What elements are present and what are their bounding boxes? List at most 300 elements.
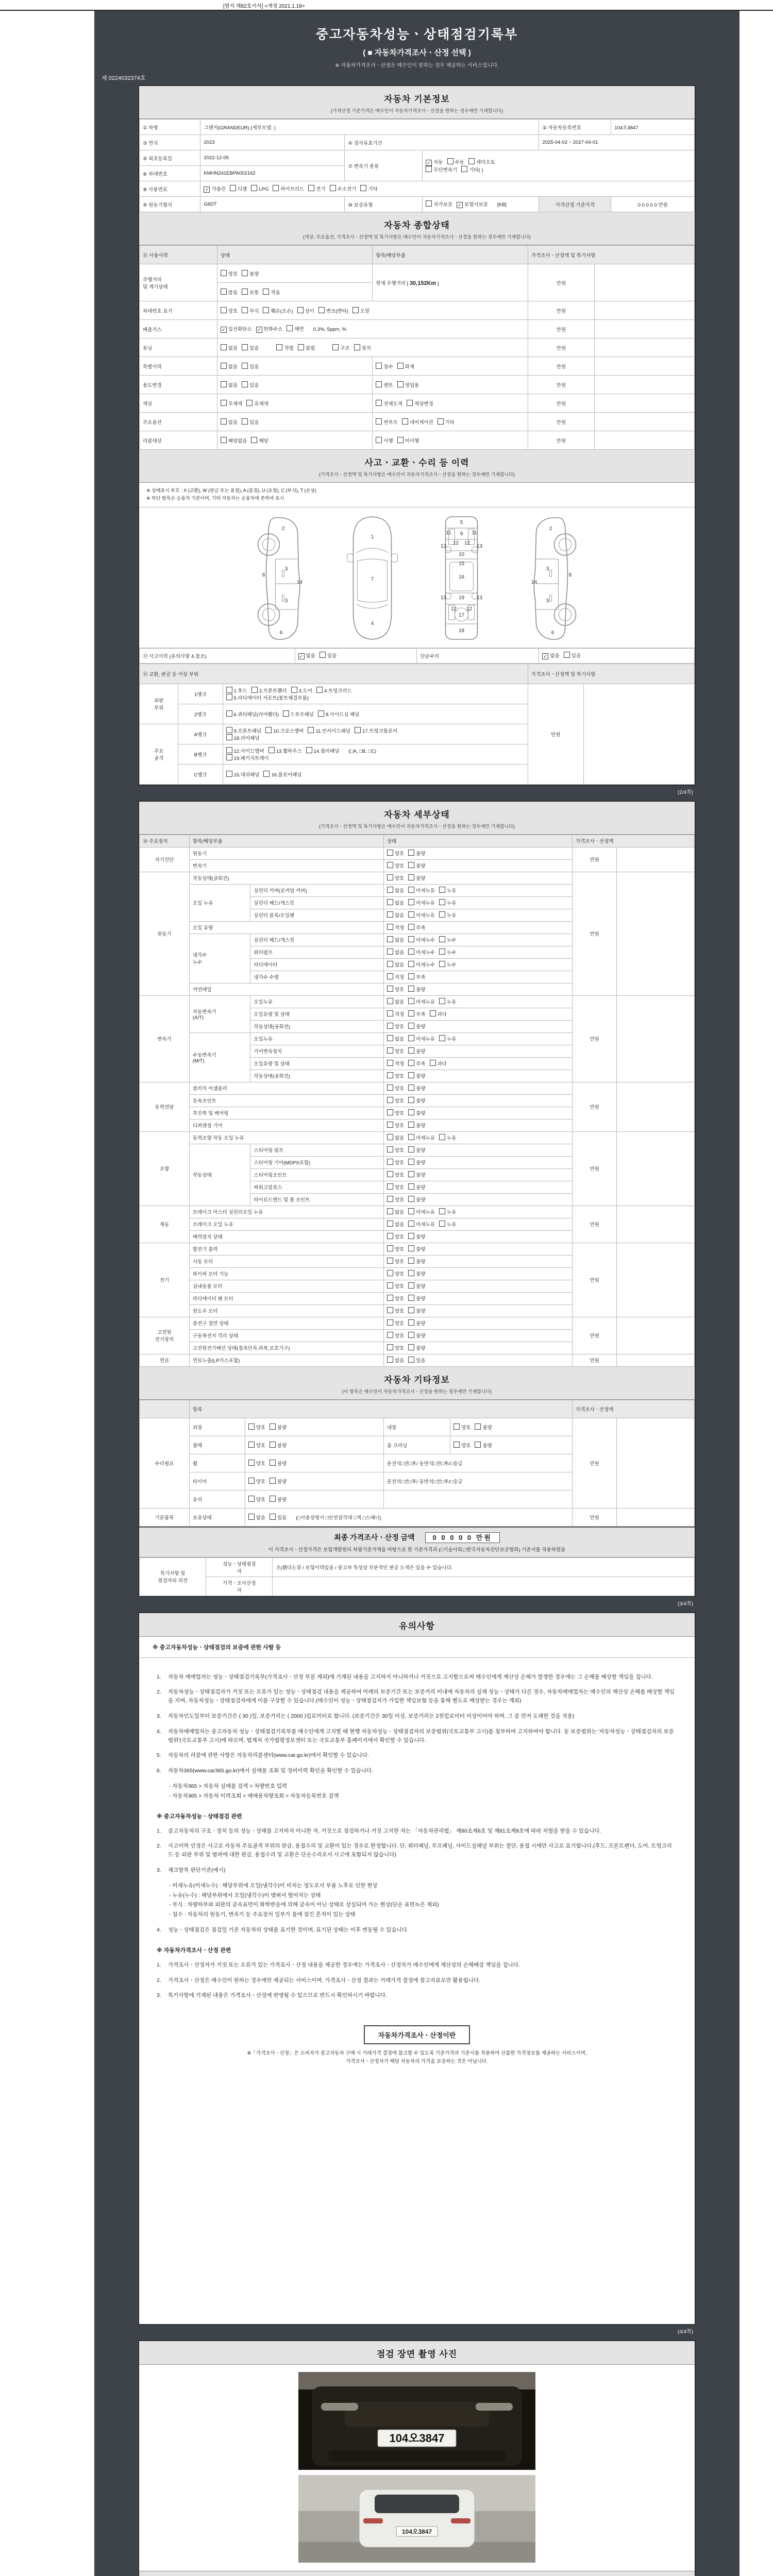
checkbox-양호[interactable]: 양호: [387, 1332, 404, 1339]
checkbox-양호[interactable]: 양호: [387, 1171, 404, 1178]
checkbox-전체도색[interactable]: 전체도색: [376, 400, 402, 407]
checkbox-양호[interactable]: 양호: [387, 1258, 404, 1265]
checkbox-양호[interactable]: 양호: [453, 1423, 470, 1431]
checkbox-18.리어패널[interactable]: 18.리어패널: [226, 734, 260, 741]
checkbox-box: [387, 1245, 393, 1251]
checkbox-양호[interactable]: 양호: [248, 1478, 265, 1485]
checkbox-없음[interactable]: 없음: [387, 1357, 404, 1364]
checkbox-box: [408, 1072, 414, 1078]
panel-number-14: 14: [531, 579, 537, 585]
checkbox-누유[interactable]: 누유: [439, 1221, 456, 1228]
checkbox-1.후드[interactable]: 1.후드: [226, 687, 247, 694]
checkbox-불량[interactable]: 불량: [408, 1171, 425, 1178]
checkbox-box: [263, 289, 269, 295]
checkbox-상이[interactable]: 상이: [297, 307, 314, 314]
checkbox-불량[interactable]: 불량: [408, 1146, 425, 1154]
checkbox-box: [430, 1010, 436, 1016]
panel-number-6: 6: [551, 630, 554, 636]
checkbox-양호[interactable]: 양호: [387, 1196, 404, 1203]
checkbox-불량[interactable]: 불량: [475, 1442, 492, 1449]
checkbox-box: [387, 1171, 393, 1177]
checkbox-불량[interactable]: 불량: [242, 270, 259, 277]
checkbox-9.프론트패널[interactable]: 9.프론트패널: [226, 727, 262, 734]
checkbox-3.도어[interactable]: 3.도어: [291, 687, 312, 694]
final-price-band: [139, 1527, 695, 1557]
checkbox-없음[interactable]: 없음: [387, 998, 404, 1005]
checkbox-box: [248, 1478, 255, 1484]
checkbox-box: [387, 1109, 393, 1115]
notice-group-heading: ※ 중고자동차성능ㆍ상태점검 관련: [157, 1813, 242, 1820]
checkbox-box: [408, 1122, 414, 1128]
notice-item: [157, 1688, 677, 1705]
table-cell: 냉각수 수량: [250, 971, 383, 983]
checkbox-누유[interactable]: 누유: [439, 1208, 456, 1215]
checkbox-17.트렁크플로어[interactable]: 17.트렁크플로어: [355, 727, 397, 734]
table-cell: A랭크: [178, 724, 223, 744]
checkbox-불량[interactable]: 불량: [408, 1344, 425, 1351]
checkbox-box: [408, 850, 414, 856]
checkbox-6.쿼터패널(리어휀더)[interactable]: 6.쿼터패널(리어휀더): [226, 710, 279, 718]
table-cell: [383, 1168, 572, 1181]
table-cell: 구동축전지 격리 상태: [189, 1329, 383, 1342]
checkbox-불량[interactable]: 불량: [408, 862, 425, 869]
table-cell: [383, 859, 572, 872]
checkbox-누수[interactable]: 누수: [439, 961, 456, 968]
panel-number-12: 12: [450, 606, 457, 612]
table-cell: ⑩ 보증유형: [345, 197, 423, 212]
checkbox-누유[interactable]: 누유: [439, 911, 456, 919]
checkbox-하이브리드[interactable]: 하이브리드: [273, 185, 304, 192]
checkbox-부족[interactable]: 부족: [408, 924, 425, 931]
checkbox-미세누유[interactable]: 미세누유: [408, 998, 435, 1005]
table-cell: 오일누유: [250, 1032, 383, 1045]
state-mark-legend: ※ 상태표시 부호 : X (교환), W (판금 또는 용접), A (흠집), U (요철), C (부식), T (손상): [146, 488, 316, 493]
section-photos: [139, 2341, 695, 2365]
table-cell: [383, 1490, 572, 1508]
checkbox-미세누유[interactable]: 미세누유: [408, 887, 435, 894]
checkbox-화재[interactable]: 화재: [397, 363, 414, 370]
checkbox-이행[interactable]: 이행: [376, 437, 393, 444]
checkbox-10.크로스멤버[interactable]: 10.크로스멤버: [265, 727, 304, 734]
table-cell: 충전구 절연 상태: [189, 1317, 383, 1329]
checkbox-box: [387, 1344, 393, 1350]
checkbox-box: [354, 344, 360, 350]
table-row: [140, 847, 695, 859]
table-cell: [383, 1107, 572, 1119]
checkbox-양호[interactable]: 양호: [387, 1319, 404, 1327]
checkbox-매연[interactable]: 매연: [287, 325, 304, 332]
checkbox-부식[interactable]: 부식: [242, 307, 259, 314]
checkbox-수동[interactable]: 수동: [447, 158, 464, 165]
table-cell: [383, 1218, 572, 1230]
checkbox-변조(변타)[interactable]: 변조(변타): [318, 307, 348, 314]
checkbox-해당없음[interactable]: 해당없음: [221, 437, 247, 444]
checkbox-box: [221, 307, 227, 313]
checkbox-불량[interactable]: 불량: [408, 1122, 425, 1129]
checkbox-미세누유[interactable]: 미세누유: [408, 1035, 435, 1042]
checkbox-양호[interactable]: 양호: [387, 1270, 404, 1277]
checkbox-양호[interactable]: 양호: [221, 307, 238, 314]
checkbox-불량[interactable]: 불량: [408, 1270, 425, 1277]
checkbox-불량[interactable]: 불량: [408, 874, 425, 882]
checkbox-세미오토[interactable]: 세미오토: [468, 158, 495, 165]
checkbox-불량[interactable]: 불량: [408, 1319, 425, 1327]
checkbox-없음[interactable]: 없음: [387, 899, 404, 906]
table-cell: 리콜대상: [140, 431, 217, 450]
checkbox-없음[interactable]: 없음: [221, 363, 238, 370]
table-cell: ⑦ 변속기 종류: [345, 150, 423, 181]
checkbox-미세누수[interactable]: 미세누수: [408, 948, 435, 956]
checkbox-없음[interactable]: 없음: [387, 911, 404, 919]
checkbox-없음[interactable]: 없음: [387, 936, 404, 943]
checkbox-적법[interactable]: 적법: [276, 344, 293, 351]
table-row: [140, 1354, 695, 1366]
checkbox-불법[interactable]: 불법: [298, 344, 315, 351]
checkbox-box: [408, 1146, 414, 1153]
checkbox-2.프론트휀더[interactable]: 2.프론트휀더: [251, 687, 287, 694]
checkbox-양호[interactable]: 양호: [387, 1084, 404, 1092]
table-cell: [383, 1181, 572, 1193]
checkbox-불량[interactable]: 불량: [270, 1423, 287, 1431]
checkbox-불량[interactable]: 불량: [408, 1109, 425, 1116]
checkbox-양호[interactable]: 양호: [387, 1233, 404, 1240]
checkbox-불량[interactable]: 불량: [408, 1097, 425, 1104]
notice-group-heading: ※ 자동차가격조사ㆍ산정 관련: [157, 1947, 231, 1954]
checkbox-LPG[interactable]: LPG: [251, 185, 268, 192]
notice-item: [157, 1751, 677, 1760]
checkbox-box: [387, 1134, 393, 1140]
checkbox-양호[interactable]: 양호: [248, 1442, 265, 1449]
checkbox-불량[interactable]: 불량: [408, 1023, 425, 1030]
checkbox-양호[interactable]: 양호: [387, 1072, 404, 1079]
checkbox-양호[interactable]: 양호: [387, 874, 404, 882]
table-cell: 유리: [189, 1490, 245, 1508]
checkbox-불량[interactable]: 불량: [270, 1496, 287, 1503]
checkbox-있음[interactable]: 있음: [242, 381, 259, 388]
panel-number-8: 8: [262, 572, 265, 578]
checkbox-양호[interactable]: 양호: [453, 1442, 470, 1449]
checkbox-없음[interactable]: 없음: [221, 381, 238, 388]
checkbox-양호[interactable]: 양호: [387, 1109, 404, 1116]
checkbox-양호[interactable]: 양호: [387, 1122, 404, 1129]
checkbox-없음[interactable]: ✓ 없음: [298, 652, 315, 659]
table-cell: 원동기: [189, 847, 383, 859]
checkbox-무단변속기[interactable]: 무단변속기: [426, 166, 457, 173]
license-plate-text: 104오3847: [389, 2431, 445, 2445]
checkbox-보통[interactable]: 보통: [242, 289, 259, 296]
checkbox-box: [387, 1146, 393, 1153]
checkbox-양호[interactable]: 양호: [221, 270, 238, 277]
checkbox-없음[interactable]: 없음: [221, 344, 238, 351]
checkbox-불량[interactable]: 불량: [408, 1332, 425, 1339]
panel-number-1: 1: [371, 534, 374, 540]
checkbox-불량[interactable]: 불량: [408, 1245, 425, 1252]
checkbox-불량[interactable]: 불량: [408, 1072, 425, 1079]
section-title: 점검 장면 촬영 사진: [376, 2349, 458, 2359]
checkbox-15.대쉬패널[interactable]: 15.대쉬패널: [226, 771, 260, 778]
checkbox-미세누유[interactable]: 미세누유: [408, 1134, 435, 1141]
checkbox-침수[interactable]: 침수: [376, 363, 393, 370]
checkbox-양호[interactable]: 양호: [387, 862, 404, 869]
checkbox-box: [221, 381, 227, 387]
checkbox-있음[interactable]: 있음: [408, 1357, 425, 1364]
checkbox-없음[interactable]: 없음: [387, 1221, 404, 1228]
checkbox-불량[interactable]: 불량: [408, 1295, 425, 1302]
checkbox-19.패키지트레이[interactable]: 19.패키지트레이: [226, 754, 269, 761]
checkbox-부족[interactable]: 부족: [408, 1060, 425, 1067]
checkbox-색상변경[interactable]: 색상변경: [407, 400, 433, 407]
checkbox-box: [408, 998, 414, 1004]
checkbox-있음[interactable]: 있음: [320, 652, 337, 659]
checkbox-자가보증[interactable]: 자가보증: [426, 200, 452, 208]
checkbox-box: [387, 1035, 393, 1041]
checkbox-4.트렁크리드[interactable]: 4.트렁크리드: [316, 687, 352, 694]
checkbox-디젤[interactable]: 디젤: [230, 185, 247, 192]
checkbox-box: [387, 1023, 393, 1029]
checkbox-과다[interactable]: 과다: [430, 1010, 447, 1018]
checkbox-없음[interactable]: 없음: [387, 948, 404, 956]
checkbox-불량[interactable]: 불량: [408, 1233, 425, 1240]
checkbox-8.사이드실 패널[interactable]: 8.사이드실 패널: [318, 710, 360, 718]
inspection-photo-rear: [298, 2475, 535, 2563]
checkbox-기타[interactable]: 기타: [438, 418, 455, 426]
checkbox-양호[interactable]: 양호: [248, 1496, 265, 1503]
table-cell: 항목/해당부품: [189, 835, 383, 847]
table-cell: [217, 431, 373, 450]
checkbox-불량[interactable]: 불량: [408, 986, 425, 993]
checkbox-네비게이션[interactable]: 네비게이션: [402, 418, 433, 426]
checkbox-장치[interactable]: 장치: [354, 344, 371, 351]
notice-item: [157, 1827, 677, 1836]
table-cell: 조향: [140, 1131, 190, 1206]
checkbox-부족[interactable]: 부족: [408, 1010, 425, 1018]
checkbox-누유[interactable]: 누유: [439, 1134, 456, 1141]
checkbox-불량[interactable]: 불량: [408, 850, 425, 857]
checkbox-훼손(오손)[interactable]: 훼손(오손): [263, 307, 293, 314]
checkbox-미세누수[interactable]: 미세누수: [408, 961, 435, 968]
checkbox-불량[interactable]: 불량: [408, 1307, 425, 1314]
checkbox-없음[interactable]: 없음: [387, 1208, 404, 1215]
table-cell: 라디에이터 팬 모터: [189, 1292, 383, 1304]
checkbox-양호[interactable]: 양호: [387, 1183, 404, 1191]
checkbox-기타( )[interactable]: 기타( ): [461, 166, 483, 173]
checkbox-양호[interactable]: 양호: [248, 1423, 265, 1431]
table-cell: [373, 413, 528, 431]
notice-item-text: 자동차인도일부터 보증기간은 ( 30 )일, 보증거리는 ( 2000 )킬로미터로 합니다. (보증기간은 30일 이상, 보증거리는 2천킬로미터 이상이어야 하며, 그 중 먼저 도래한 것을 적용): [168, 1713, 575, 1719]
notice-item-number: 4.: [157, 1926, 161, 1933]
price-cell: 만원: [528, 394, 594, 413]
checkbox-썬루프[interactable]: 썬루프: [376, 418, 398, 426]
checkbox-box: [387, 998, 393, 1004]
checkbox-box: [248, 1423, 255, 1430]
table-cell: 오일 누유: [189, 884, 250, 921]
checkbox-누유[interactable]: 누유: [439, 887, 456, 894]
checkbox-도말[interactable]: 도말: [352, 307, 369, 314]
checkbox-기타[interactable]: 기타: [360, 185, 377, 192]
checkbox-미세누유[interactable]: 미세누유: [408, 1208, 435, 1215]
checkbox-영업용[interactable]: 영업용: [397, 381, 419, 388]
section-etc-info: [139, 1367, 695, 1400]
checkbox-box: ✓: [542, 653, 548, 659]
table-cell: 운전석□전□후/ 동반석□전□후/□응급: [383, 1454, 572, 1472]
table-cell: 성능ㆍ상태점검 자: [206, 1557, 273, 1577]
checkbox-미이행[interactable]: 미이행: [397, 437, 419, 444]
panel-number-3: 3: [284, 598, 288, 604]
table-cell: [383, 971, 572, 983]
checkbox-불량[interactable]: 불량: [408, 1047, 425, 1055]
checkbox-14.필러패널[interactable]: 14.필러패널: [306, 747, 340, 754]
table-cell: 수동변속기 (M/T): [189, 1032, 250, 1082]
checkbox-box: [408, 1344, 414, 1350]
checkbox-없음[interactable]: ✓ 없음: [542, 652, 559, 659]
checkbox-렌트[interactable]: 렌트: [376, 381, 393, 388]
checkbox-불량[interactable]: 불량: [408, 1196, 425, 1203]
checkbox-양호[interactable]: 양호: [387, 1097, 404, 1104]
checkbox-box: [387, 1282, 393, 1289]
checkbox-box: [276, 344, 282, 350]
table-cell: 타이로드엔드 및 볼 조인트: [250, 1193, 383, 1206]
checkbox-적정[interactable]: 적정: [387, 1010, 404, 1018]
checkbox-있음[interactable]: 있음: [564, 652, 581, 659]
checkbox-box: [408, 1270, 414, 1276]
checkbox-box: [387, 973, 393, 979]
checkbox-불량[interactable]: 불량: [475, 1423, 492, 1431]
checkbox-수소전기[interactable]: 수소전기: [330, 185, 357, 192]
checkbox-양호[interactable]: 양호: [387, 1307, 404, 1314]
checkbox-있음[interactable]: 있음: [242, 363, 259, 370]
checkbox-불량[interactable]: 불량: [408, 1159, 425, 1166]
checkbox-양호[interactable]: 양호: [387, 1282, 404, 1290]
checkbox-미세누수[interactable]: 미세누수: [408, 936, 435, 943]
table-cell: 실린더 블록/오일팬: [250, 909, 383, 921]
checkbox-불량[interactable]: 불량: [408, 1084, 425, 1092]
checkbox-부족[interactable]: 부족: [408, 973, 425, 980]
checkbox-box: [408, 1307, 414, 1313]
checkbox-적정[interactable]: 적정: [387, 973, 404, 980]
checkbox-box: [408, 986, 414, 992]
checkbox-양호[interactable]: 양호: [387, 1146, 404, 1154]
panel-number-13: 13: [476, 543, 483, 549]
checkbox-유채색[interactable]: 유채색: [246, 400, 268, 407]
table-row: [140, 1206, 695, 1218]
checkbox-적음[interactable]: 적음: [263, 289, 280, 296]
checkbox-box: [408, 1047, 414, 1054]
checkbox-누유[interactable]: 누유: [439, 1035, 456, 1042]
table-cell: [373, 376, 528, 394]
checkbox-양호[interactable]: 양호: [387, 1023, 404, 1030]
checkbox-양호[interactable]: 양호: [387, 1344, 404, 1351]
checkbox-누수[interactable]: 누수: [439, 948, 456, 956]
checkbox-탄화수소[interactable]: ✓ 탄화수소: [256, 325, 283, 333]
section-subtitle: (가격조사ㆍ산정액 및 특기사항은 매수인이 자동차가격조사ㆍ산정을 원하는 경우에만 기재합니다): [319, 472, 515, 477]
checkbox-보험사보증[interactable]: ✓ 보험사보증: [457, 200, 488, 208]
checkbox-불량[interactable]: 불량: [408, 1282, 425, 1290]
checkbox-양호[interactable]: 양호: [387, 850, 404, 857]
checkbox-없음[interactable]: 없음: [387, 1134, 404, 1141]
checkbox-있음[interactable]: 있음: [242, 344, 259, 351]
checkbox-적정[interactable]: 적정: [387, 1060, 404, 1067]
checkbox-없음[interactable]: 없음: [387, 887, 404, 894]
checkbox-box: [246, 400, 253, 406]
checkbox-자동[interactable]: ✓ 자동: [426, 158, 443, 166]
checkbox-없음[interactable]: 없음: [387, 961, 404, 968]
checkbox-해당[interactable]: 해당: [251, 437, 268, 444]
checkbox-가솔린[interactable]: ✓ 가솔린: [204, 185, 226, 193]
checkbox-누유[interactable]: 누유: [439, 899, 456, 906]
checkbox-양호[interactable]: 양호: [387, 1295, 404, 1302]
checkbox-불량[interactable]: 불량: [408, 1258, 425, 1265]
checkbox-없음[interactable]: 없음: [221, 418, 238, 426]
notice-item-number: 6.: [157, 1768, 161, 1774]
checkbox-많음[interactable]: 많음: [221, 289, 238, 296]
notice-item-number: 1.: [157, 1961, 161, 1968]
table-row: [140, 1082, 695, 1094]
checkbox-없음[interactable]: 없음: [248, 1514, 265, 1521]
checkbox-양호[interactable]: 양호: [248, 1460, 265, 1467]
table-cell: 동력조향 작동 오일 누유: [189, 1131, 383, 1144]
notice-item-text: 가격조사ㆍ산정은 매수인이 원하는 경우에만 제공되는 서비스이며, 가격조사ㆍ산정 결과는 거래가격 결정에 참고자료로만 활용됩니다.: [168, 1977, 480, 1984]
checkbox-11.인사이드패널[interactable]: 11.인사이드패널: [308, 727, 350, 734]
checkbox-양호[interactable]: 양호: [387, 1159, 404, 1166]
checkbox-과다[interactable]: 과다: [430, 1060, 447, 1067]
checkbox-양호[interactable]: 양호: [387, 1047, 404, 1055]
checkbox-없음[interactable]: 없음: [387, 1035, 404, 1042]
checkbox-12.사이드멤버[interactable]: 12.사이드멤버: [226, 747, 264, 754]
notice-item: [157, 1727, 677, 1745]
checkbox-있음[interactable]: 있음: [242, 418, 259, 426]
table-cell: [140, 1400, 190, 1418]
checkbox-전기[interactable]: 전기: [308, 185, 325, 192]
table-cell: 자동변속기 (A/T): [189, 995, 250, 1032]
checkbox-7.루프패널[interactable]: 7.루프패널: [283, 710, 314, 718]
checkbox-box: [387, 1319, 393, 1326]
checkbox-양호[interactable]: 양호: [387, 1245, 404, 1252]
notice-item-number: 3.: [157, 1867, 161, 1873]
checkbox-불량[interactable]: 불량: [270, 1478, 287, 1485]
table-cell: ⑭ 주요장치: [140, 835, 190, 847]
checkbox-불량[interactable]: 불량: [270, 1442, 287, 1449]
table-cell: 발전기 출력: [189, 1243, 383, 1255]
panel-number-13: 13: [476, 595, 483, 601]
checkbox-16.플로어패널[interactable]: 16.플로어패널: [263, 771, 301, 778]
checkbox-미세누유[interactable]: 미세누유: [408, 911, 435, 919]
checkbox-누유[interactable]: 누유: [439, 998, 456, 1005]
checkbox-box: ✓: [457, 202, 463, 208]
notice-item: [157, 1926, 677, 1935]
checkbox-5.라디에이터 서포트(볼트체결부품)[interactable]: 5.라디에이터 서포트(볼트체결부품): [226, 694, 309, 701]
checkbox-box: [387, 936, 393, 942]
checkbox-불량[interactable]: 불량: [270, 1460, 287, 1467]
notice-item: [157, 1673, 677, 1682]
checkbox-미세누유[interactable]: 미세누유: [408, 1221, 435, 1228]
checkbox-box: [376, 400, 382, 406]
checkbox-box: [439, 899, 445, 905]
checkbox-불량[interactable]: 불량: [408, 1183, 425, 1191]
checkbox-일산화탄소[interactable]: ✓ 일산화탄소: [221, 325, 252, 333]
checkbox-box: [397, 363, 404, 369]
checkbox-양호[interactable]: 양호: [387, 986, 404, 993]
checkbox-미세누유[interactable]: 미세누유: [408, 899, 435, 906]
checkbox-구조[interactable]: 구조: [332, 344, 349, 351]
checkbox-box: [408, 936, 414, 942]
checkbox-13.휠하우스[interactable]: 13.휠하우스: [268, 747, 302, 754]
panel-number-19: 19: [458, 595, 465, 601]
checkbox-box: [439, 1221, 445, 1227]
checkbox-무채색[interactable]: 무채색: [221, 400, 243, 407]
checkbox-누수[interactable]: 누수: [439, 936, 456, 943]
checkbox-있음[interactable]: 있음: [270, 1514, 287, 1521]
checkbox-적정[interactable]: 적정: [387, 924, 404, 931]
